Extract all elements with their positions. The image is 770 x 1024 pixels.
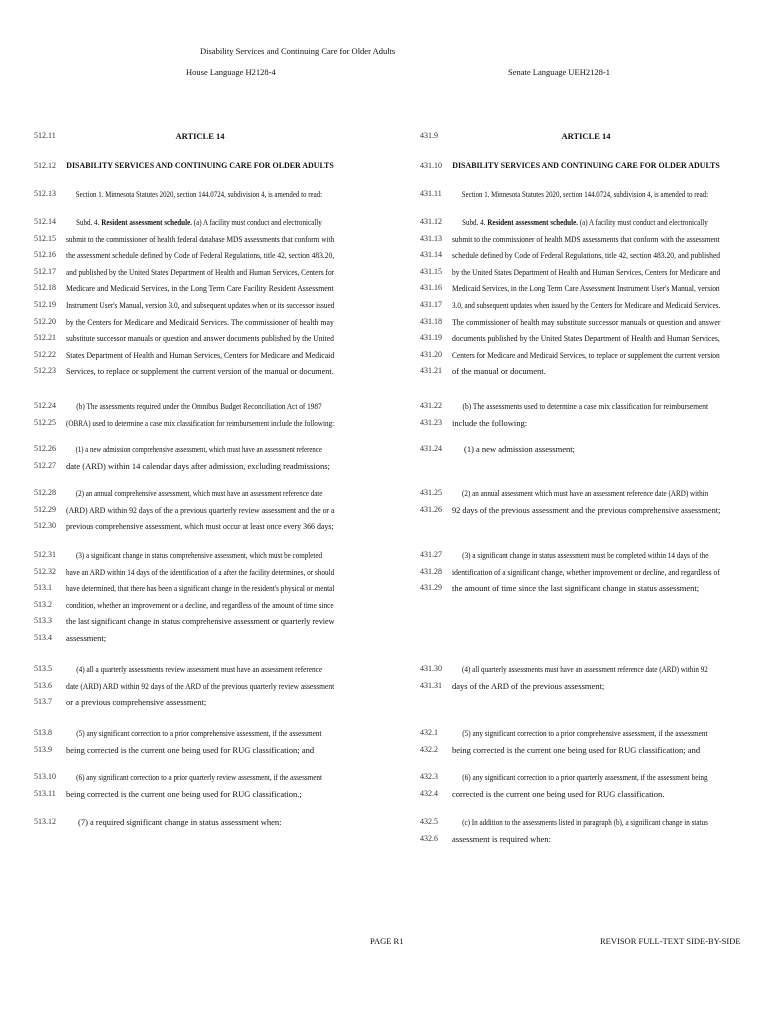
line-number: 513.6 <box>34 680 52 690</box>
line-number: 512.30 <box>34 521 56 531</box>
text-line <box>34 214 334 231</box>
text-line <box>420 363 720 380</box>
paragraph <box>34 814 334 831</box>
line-number: 513.11 <box>34 788 56 798</box>
line-number: 512.26 <box>34 444 56 453</box>
line-number: 513.2 <box>34 599 52 609</box>
paragraph <box>420 661 720 694</box>
line-text: being corrected is the current one being used for RUG classification; and <box>66 744 315 755</box>
line-text: have determined, that there has been a significant change in the resident's physical or mental <box>66 583 335 594</box>
line-number: 512.31 <box>34 550 56 559</box>
paragraph <box>420 769 720 802</box>
line-number: 431.13 <box>420 233 442 243</box>
line-number: 512.21 <box>34 333 56 343</box>
text-line <box>34 231 334 248</box>
line-text: (1) a new admission assessment; <box>464 444 575 454</box>
line-number: 512.20 <box>34 316 56 326</box>
line-number: 431.14 <box>420 250 442 260</box>
line-text: (7) a required significant change in status assessment when: <box>78 817 282 827</box>
text-line <box>34 580 334 597</box>
line-text: (b) The assessments required under the Omnibus Budget Reconciliation Act of 1987 <box>76 401 322 411</box>
text-line <box>420 330 720 347</box>
text-line <box>34 597 334 614</box>
text-line <box>34 347 334 364</box>
text-line <box>34 330 334 347</box>
line-number: 431.15 <box>420 266 442 276</box>
line-text: (c) In addition to the assessments listed in paragraph (b), a significant change in status <box>462 817 708 827</box>
line-text: documents published by the United States Department of Health and Human Services, <box>452 333 720 344</box>
document-title: Disability Services and Continuing Care for Older Adults <box>200 46 396 56</box>
line-number: 431.30 <box>420 664 442 673</box>
line-text: have an ARD within 14 days of the identification of a after the facility determines, or should <box>66 566 335 577</box>
line-number: 513.9 <box>34 744 52 754</box>
line-text: (3) a significant change in status assessment must be completed within 14 days of the <box>462 550 709 560</box>
text-line <box>34 280 334 297</box>
line-number: 431.17 <box>420 299 442 309</box>
article-subheading: DISABILITY SERVICES AND CONTINUING CARE FOR OLDER ADULTS <box>66 161 334 170</box>
text-line <box>34 314 334 331</box>
text-line <box>34 502 334 519</box>
text-line <box>420 398 720 415</box>
line-number: 431.27 <box>420 550 442 559</box>
line-text: identification of a significant change, whether improvement or decline, and regardless of <box>452 566 720 577</box>
line-number: 513.12 <box>34 817 56 826</box>
text-line <box>34 363 334 380</box>
line-number: 431.18 <box>420 316 442 326</box>
line-text: submit to the commissioner of health MDS assessments that conform with the assessment <box>452 233 720 244</box>
text-line <box>34 415 334 432</box>
line-text: 92 days of the previous assessment and the previous comprehensive assessment; <box>452 504 721 515</box>
paragraph <box>420 814 720 847</box>
line-number: 431.31 <box>420 680 442 690</box>
line-number: 513.1 <box>34 583 52 593</box>
text-line <box>34 264 334 281</box>
line-text: by the Centers for Medicare and Medicaid Services. The commissioner of health may <box>66 316 334 327</box>
text-line <box>420 247 720 264</box>
text-line <box>34 441 334 458</box>
line-text: the assessment schedule defined by Code of Federal Regulations, title 42, section 483.20, <box>66 250 335 261</box>
line-text: (2) an annual comprehensive assessment, which must have an assessment reference date <box>75 488 323 498</box>
line-number: 431.26 <box>420 504 442 514</box>
line-number: 512.12 <box>34 161 56 170</box>
line-number: 512.19 <box>34 299 56 309</box>
line-text: (3) a significant change in status comprehensive assessment, which must be completed <box>76 550 323 560</box>
paragraph <box>34 214 334 380</box>
house-language-label: House Language H2128-4 <box>186 67 276 77</box>
line-text: States Department of Health and Human Services, Centers for Medicare and Medicaid <box>66 349 335 360</box>
text-line <box>420 564 720 581</box>
line-number: 431.29 <box>420 583 442 593</box>
text-line <box>420 297 720 314</box>
line-number: 512.32 <box>34 566 56 576</box>
text-line <box>420 441 720 458</box>
text-line <box>420 347 720 364</box>
line-number: 512.16 <box>34 250 56 260</box>
line-number: 513.5 <box>34 664 52 673</box>
text-line <box>34 458 334 475</box>
line-text: previous comprehensive assessment, which must occur at least once every 366 days; <box>66 521 334 532</box>
line-text: of the manual or document. <box>452 366 546 377</box>
text-line <box>34 630 334 647</box>
line-number: 431.22 <box>420 401 442 410</box>
line-text: (6) any significant correction to a prior quarterly assessment, if the assessment being <box>462 772 708 782</box>
line-number: 431.16 <box>420 283 442 293</box>
line-number: 431.10 <box>420 161 442 170</box>
text-line <box>420 314 720 331</box>
line-number: 513.4 <box>34 632 52 642</box>
line-text: Medicaid Services, in the Long Term Care Assessment Instrument User's Manual, version <box>452 283 720 294</box>
text-line <box>34 694 334 711</box>
text-line <box>34 725 334 742</box>
line-text: Medicare and Medicaid Services, in the Long Term Care Facility Resident Assessment <box>66 283 334 294</box>
line-text: (4) all a quarterly assessments review assessment must have an assessment reference <box>76 664 323 674</box>
text-line <box>34 485 334 502</box>
line-number: 513.7 <box>34 697 52 707</box>
text-line <box>420 280 720 297</box>
line-number: 431.11 <box>420 189 442 198</box>
text-line <box>34 742 334 759</box>
line-text: the last significant change in status comprehensive assessment or quarterly review <box>66 616 335 627</box>
line-text: Subd. 4. Resident assessment schedule. (a) A facility must conduct and electronically <box>462 217 708 227</box>
line-text: (ARD) ARD within 92 days of the a previous quarterly review assessment and the or a <box>66 504 335 515</box>
text-line <box>34 518 334 535</box>
line-number: 432.1 <box>420 728 438 737</box>
text-line <box>420 661 720 678</box>
text-line <box>34 678 334 695</box>
line-text: Centers for Medicare and Medicaid Services, to replace or supplement the current version <box>452 349 720 360</box>
paragraph <box>34 398 334 431</box>
line-number: 431.24 <box>420 444 442 453</box>
line-number: 431.23 <box>420 417 442 427</box>
paragraph <box>34 547 334 647</box>
line-text: and published by the United States Department of Health and Human Services, Centers for <box>66 266 335 277</box>
page-number: PAGE R1 <box>370 936 404 946</box>
line-text: 3.0, and subsequent updates when issued by the Centers for Medicare and Medicaid Services. <box>452 299 721 310</box>
line-number: 431.20 <box>420 349 442 359</box>
line-text: include the following: <box>452 417 528 428</box>
article-heading: ARTICLE 14 <box>175 131 225 141</box>
line-text: being corrected is the current one being used for RUG classification; and <box>452 744 701 755</box>
text-line <box>34 814 334 831</box>
text-line <box>420 547 720 564</box>
text-line <box>420 769 720 786</box>
paragraph <box>420 214 720 380</box>
line-text: substitute successor manuals or question and answer documents published by the United <box>66 333 334 344</box>
article-subheading: DISABILITY SERVICES AND CONTINUING CARE FOR OLDER ADULTS <box>452 161 720 170</box>
paragraph <box>34 769 334 802</box>
line-number: 432.4 <box>420 788 438 798</box>
paragraph <box>420 547 720 597</box>
line-number: 512.25 <box>34 417 56 427</box>
text-line <box>420 678 720 695</box>
line-text: Instrument User's Manual, version 3.0, and subsequent updates when or its successor issued <box>66 299 335 310</box>
line-text: submit to the commissioner of health federal database MDS assessments that conform with <box>66 233 335 244</box>
line-number: 512.29 <box>34 504 56 514</box>
line-text: being corrected is the current one being used for RUG classification.; <box>66 788 302 799</box>
line-number: 512.13 <box>34 189 56 198</box>
line-text: (2) an annual assessment which must have an assessment reference date (ARD) within <box>462 488 709 498</box>
text-line <box>420 831 720 848</box>
line-number: 512.28 <box>34 488 56 497</box>
article-heading: ARTICLE 14 <box>561 131 611 141</box>
line-text: Subd. 4. Resident assessment schedule. (a) A facility must conduct and electronically <box>76 217 322 227</box>
line-number: 512.17 <box>34 266 56 276</box>
line-number: 431.21 <box>420 366 442 376</box>
revisor-label: REVISOR FULL-TEXT SIDE-BY-SIDE <box>600 936 741 946</box>
line-number: 513.3 <box>34 616 52 626</box>
line-number: 431.19 <box>420 333 442 343</box>
paragraph <box>420 398 720 431</box>
text-line <box>34 769 334 786</box>
line-text: schedule defined by Code of Federal Regulations, title 42, section 483.20, and published <box>452 250 721 261</box>
paragraph <box>420 485 720 518</box>
line-number: 431.12 <box>420 217 442 226</box>
section-intro: Section 1. Minnesota Statutes 2020, section 144.0724, subdivision 4, is amended to read: <box>461 189 709 199</box>
line-number: 432.2 <box>420 744 438 754</box>
line-number: 512.11 <box>34 131 56 140</box>
line-number: 431.9 <box>420 131 438 140</box>
line-text: or a previous comprehensive assessment; <box>66 697 207 708</box>
line-text: days of the ARD of the previous assessment; <box>452 680 605 691</box>
senate-language-label: Senate Language UEH2128-1 <box>508 67 610 77</box>
line-text: (5) any significant correction to a prior comprehensive assessment, if the assessment <box>76 728 322 738</box>
line-number: 512.15 <box>34 233 56 243</box>
line-number: 512.22 <box>34 349 56 359</box>
text-line <box>34 564 334 581</box>
text-line <box>420 502 720 519</box>
line-text: (5) any significant correction to a prior comprehensive assessment, if the assessment <box>462 728 708 738</box>
text-line <box>420 742 720 759</box>
text-line <box>34 547 334 564</box>
section-intro: Section 1. Minnesota Statutes 2020, section 144.0724, subdivision 4, is amended to read: <box>75 189 323 199</box>
line-number: 512.14 <box>34 217 56 226</box>
text-line <box>420 786 720 803</box>
text-line <box>420 725 720 742</box>
text-line <box>420 814 720 831</box>
line-number: 431.25 <box>420 488 442 497</box>
line-number: 513.10 <box>34 772 56 781</box>
text-line <box>420 231 720 248</box>
line-text: (1) a new admission comprehensive assessment, which must have an assessment reference <box>75 444 322 454</box>
line-text: (b) The assessments used to determine a case mix classification for reimbursement <box>462 401 709 411</box>
line-text: by the United States Department of Health and Human Services, Centers for Medicare and <box>452 266 721 277</box>
line-number: 512.27 <box>34 460 56 470</box>
paragraph <box>420 441 720 458</box>
line-number: 512.24 <box>34 401 56 410</box>
text-line <box>420 415 720 432</box>
line-number: 432.6 <box>420 833 438 843</box>
text-line <box>34 786 334 803</box>
text-line <box>34 613 334 630</box>
line-number: 432.5 <box>420 817 438 826</box>
paragraph <box>34 441 334 474</box>
text-line <box>34 247 334 264</box>
text-line <box>420 485 720 502</box>
text-line <box>34 297 334 314</box>
text-line <box>420 264 720 281</box>
paragraph <box>34 661 334 711</box>
line-number: 431.28 <box>420 566 442 576</box>
line-text: assessment is required when: <box>452 833 551 844</box>
paragraph <box>420 725 720 758</box>
line-text: (OBRA) used to determine a case mix classification for reimbursement include the following: <box>66 417 335 428</box>
line-number: 512.23 <box>34 366 56 376</box>
line-number: 513.8 <box>34 728 52 737</box>
line-text: assessment; <box>66 632 107 643</box>
line-text: the amount of time since the last significant change in status assessment; <box>452 583 700 594</box>
line-text: (6) any significant correction to a prior quarterly review assessment, if the assessment <box>76 772 322 782</box>
text-line <box>34 661 334 678</box>
line-number: 432.3 <box>420 772 438 781</box>
line-number: 512.18 <box>34 283 56 293</box>
text-line <box>420 214 720 231</box>
line-text: date (ARD) ARD within 92 days of the ARD of the previous quarterly review assessment <box>66 680 335 691</box>
text-line <box>420 580 720 597</box>
line-text: corrected is the current one being used for RUG classification. <box>452 788 665 799</box>
paragraph <box>34 725 334 758</box>
line-text: Services, to replace or supplement the current version of the manual or document. <box>66 366 334 377</box>
line-text: (4) all quarterly assessments must have an assessment reference date (ARD) within 92 <box>462 664 708 674</box>
line-text: The commissioner of health may substitute successor manuals or question and answer <box>452 316 721 327</box>
paragraph <box>34 485 334 535</box>
line-text: date (ARD) within 14 calendar days after admission, excluding readmissions; <box>66 460 330 471</box>
text-line <box>34 398 334 415</box>
line-text: condition, whether an improvement or a decline, and regardless of the amount of time since <box>66 599 334 610</box>
